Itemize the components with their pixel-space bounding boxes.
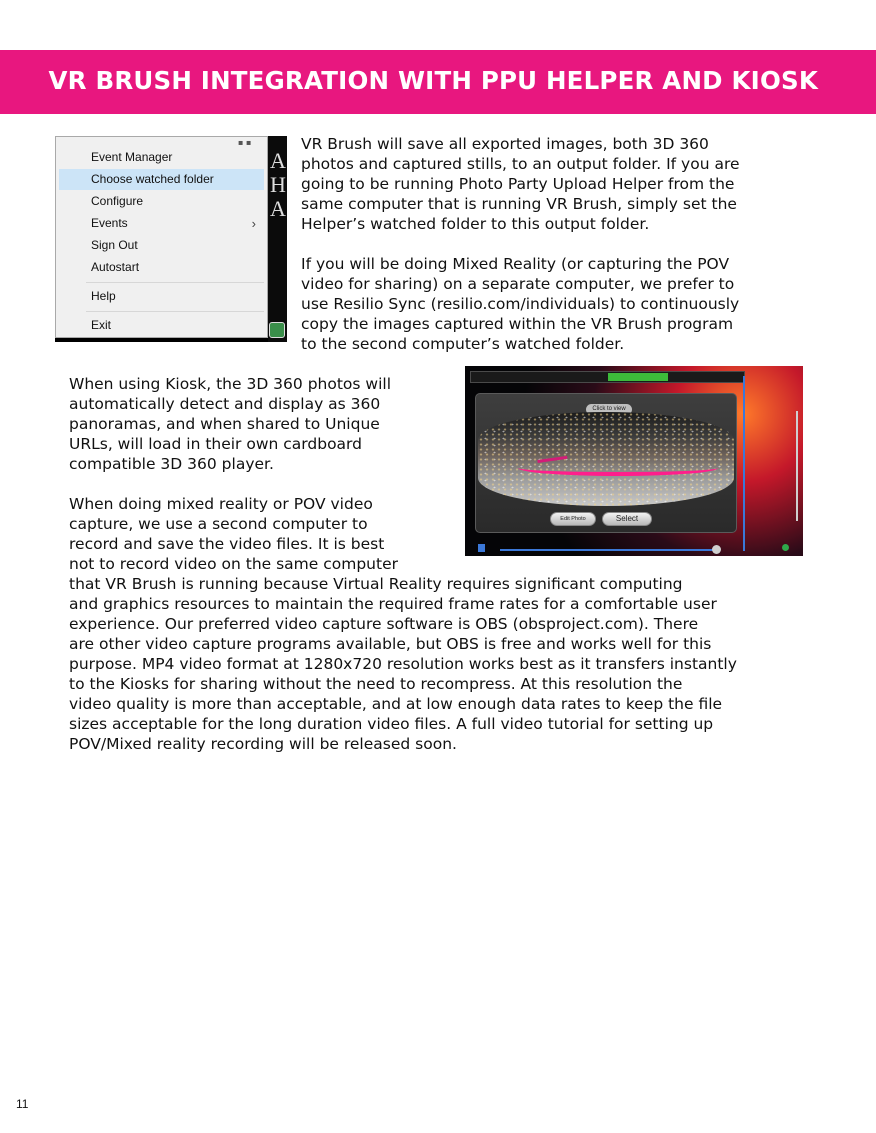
kiosk-slider-track[interactable] <box>500 549 720 551</box>
click-to-view-pill[interactable]: Click to view <box>586 404 632 415</box>
panorama-brush-stroke <box>535 436 568 463</box>
kiosk-divider <box>743 376 745 551</box>
paragraph-resilio-sync: If you will be doing Mixed Reality (or capturing the POV video for sharing) on a separate computer, we prefer to use Resilio Sync (resilio.com/individuals) to continuously copy the images captured within the VR Brush program to the second computer’s watched folder. <box>301 255 740 353</box>
page-number: 11 <box>16 1097 29 1111</box>
menu-item-label: Sign Out <box>91 238 138 252</box>
background-letter-decoration: A <box>270 148 286 173</box>
app-tray-icon[interactable] <box>269 322 285 338</box>
menu-separator <box>86 311 264 312</box>
menu-corner-mark: ▪ ▪ <box>238 138 252 147</box>
menu-item-label: Help <box>91 289 116 303</box>
paragraph-kiosk-360: When using Kiosk, the 3D 360 photos will automatically detect and display as 360 panoramas, and when shared to Unique URLs, will load in their own cardboard compatible 3D 360 player. <box>69 375 391 473</box>
background-letter-decoration: A <box>270 196 286 221</box>
header-band <box>0 50 876 114</box>
kiosk-screenshot <box>465 366 803 556</box>
context-menu <box>55 136 268 338</box>
kiosk-scrollbar[interactable] <box>796 411 798 521</box>
menu-item-choose-watched-folder[interactable] <box>59 169 264 190</box>
edit-photo-button[interactable]: Edit Photo <box>550 512 596 526</box>
panorama-image <box>478 412 734 506</box>
menu-item-label: Autostart <box>91 260 140 274</box>
menu-item-label: Configure <box>91 194 144 208</box>
paragraph-output-folder: VR Brush will save all exported images, both 3D 360 photos and captured stills, to an output folder. If you are going to be running Photo Party Upload Helper from the same computer that is running VR Brush, simply set the Helper’s watched folder to this output folder. <box>301 135 740 233</box>
background-app-strip <box>268 136 287 342</box>
kiosk-top-bar <box>470 371 745 383</box>
menu-separator <box>86 282 264 283</box>
menu-item-label: Exit <box>91 318 112 332</box>
menu-item-label: Events <box>91 216 128 230</box>
kiosk-status-indicator <box>608 373 668 381</box>
kiosk-home-icon[interactable] <box>478 544 485 552</box>
menu-item-help[interactable] <box>59 286 264 307</box>
menu-item-configure[interactable] <box>59 191 264 212</box>
menu-item-event-manager[interactable] <box>59 147 264 168</box>
context-menu-screenshot <box>55 136 287 342</box>
page-title: VR BRUSH INTEGRATION WITH PPU HELPER AND KIOSK <box>48 66 818 95</box>
menu-item-sign-out[interactable] <box>59 235 264 256</box>
paragraph-pov-capture-details: that VR Brush is running because Virtual Reality requires significant computing and graphics resources to maintain the required frame rates for a comfortable user experience. Our preferred video capture software is OBS (obsproject.com). There are other video capture programs available, but OBS is free and works well for this purpose. MP4 video format at 1280x720 resolution works best as it transfers instantly to the Kiosks for sharing without the need to recompress. At this resolution the video quality is more than acceptable, and at low enough data rates to keep the file sizes acceptable for the long duration video files. A full video tutorial for setting up POV/Mixed reality recording will be released soon. <box>69 575 737 753</box>
menu-item-label: Event Manager <box>91 150 173 164</box>
menu-item-exit[interactable] <box>59 315 264 336</box>
background-letter-decoration: H <box>270 172 286 197</box>
paragraph-pov-capture-intro: When doing mixed reality or POV video capture, we use a second computer to record and save the video files. It is best not to record video on the same computer <box>69 495 398 573</box>
menu-item-events[interactable] <box>59 213 264 234</box>
menu-item-label: Choose watched folder <box>91 172 214 186</box>
panorama-lights <box>478 412 734 506</box>
chevron-right-icon: › <box>251 216 256 231</box>
kiosk-photo-frame <box>475 393 737 533</box>
kiosk-status-icon[interactable] <box>782 544 789 551</box>
select-button[interactable]: Select <box>602 512 652 526</box>
kiosk-slider-handle[interactable] <box>712 545 721 554</box>
panorama-brush-stroke <box>518 460 718 476</box>
menu-item-autostart[interactable] <box>59 257 264 278</box>
